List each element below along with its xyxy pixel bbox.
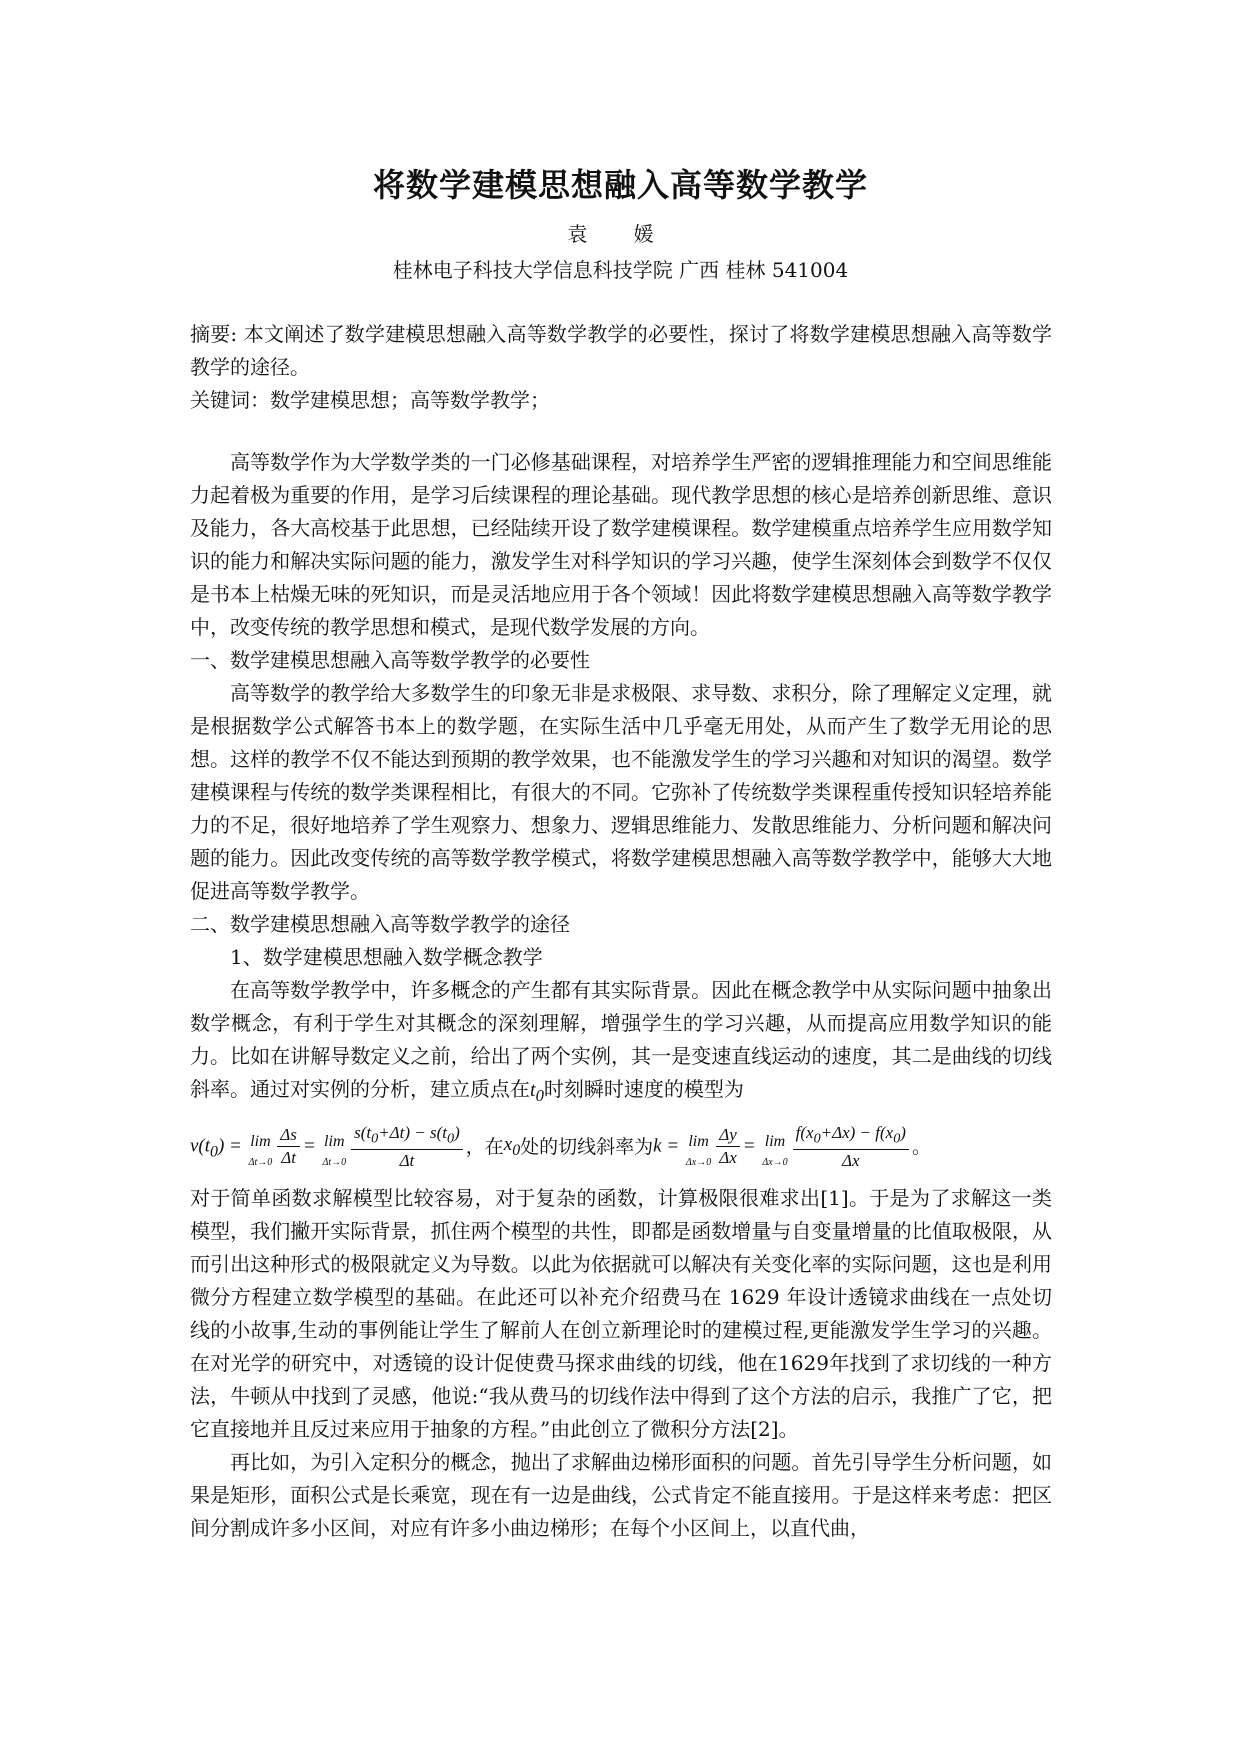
abstract-block [190,318,1052,417]
x0-symbol: $x_0$ [503,1133,521,1159]
section2-paragraph1-tail: 时刻瞬时速度的模型为 [543,1077,744,1101]
x0-letter: x [503,1133,513,1155]
t0-letter: t [530,1079,536,1101]
section1-heading: 一、数学建模思想融入高等数学教学的必要性 [190,648,590,672]
derivative-formula-line [190,1112,1052,1182]
formula-mid-text: ，在 [465,1135,504,1158]
section2-paragraph1-text: 在高等数学教学中，许多概念的产生都有其实际背景。因此在概念教学中从实际问题中抽象出数学概念，有利于学生对其概念的深刻理解，增强学生的学习兴趣，从而提高应用数学知识的能力。比如在讲解导数定义之前，给出了两个实例，其一是变速直线运动的速度，其二是曲线的切线斜率。通过对实例的分析，建立质点在 [190,978,1052,1101]
section2-heading: 二、数学建模思想融入高等数学教学的途径 [190,912,570,936]
main-body [190,446,1052,1545]
paper-title: 将数学建模思想融入高等数学教学 [372,166,868,204]
section1-paragraph: 高等数学的教学给大多数学生的印象无非是求极限、求导数、求积分，除了理解定义定理，就是根据数学公式解答书本上的数学题，在实际生活中几乎毫无用处，从而产生了数学无用论的思想。这样的教学不仅不能达到预期的教学效果，也不能激发学生的学习兴趣和对知识的渴望。数学建模课程与传统的数学类课程相比，有很大的不同。它弥补了传统数学类课程重传授知识轻培养能力的不足，很好地培养了学生观察力、想象力、逻辑思维能力、发散思维能力、分析问题和解决问题的能力。因此改变传统的高等数学教学模式，将数学建模思想融入高等数学教学中，能够大大地促进高等数学教学。 [190,681,1052,903]
keywords-text: 关键词：数学建模思想；高等数学教学； [190,388,550,412]
section2-paragraph3: 再比如，为引入定积分的概念，抛出了求解曲边梯形面积的问题。首先引导学生分析问题，如果是矩形，面积公式是长乘宽，现在有一边是曲线，公式肯定不能直接用。于是这样来考虑：把区间分割成许多小区间，对应有许多小曲边梯形；在每个小区间上，以直代曲， [190,1450,1052,1540]
section2-subheading: 1、数学建模思想融入数学概念教学 [230,945,543,969]
slope-formula: k = lim Δx→0 $\frac{\Delta y}{\Delta x}$ = lim Δx→0 $\frac{f(x_0+\Delta x) - f(x_0)}{\Delta x}$ [653,1122,912,1172]
section2-paragraph2: 对于简单函数求解模型比较容易，对于复杂的函数，计算极限很难求出[1]。于是为了求解这一类模型，我们撇开实际背景，抓住两个模型的共性，即都是函数增量与自变量增量的比值取极限，从而引出这种形式的极限就定义为导数。以此为依据就可以解决有关变化率的实际问题，这也是利用微分方程建立数学模型的基础。在此还可以补充介绍费马在 1629 年设计透镜求曲线在一点处切线的小故事,生动的事例能让学生了解前人在创立新理论时的建模过程,更能激发学生学习的兴趣。在对光学的研究中，对透镜的设计促使费马探求曲线的切线，他在1629年找到了求切线的一种方法，牛顿从中找到了灵感，他说:“我从费马的切线作法中得到了这个方法的启示，我推广了它，把它直接地并且反过来应用于抽象的方程。”由此创立了微积分方法[2]。 [190,1186,1052,1441]
affiliation: 桂林电子科技大学信息科技学院 广西 桂林 541004 [392,258,849,282]
abstract-text: 摘要: 本文阐述了数学建模思想融入高等数学教学的必要性，探讨了将数学建模思想融入高等数学教学的途径。 [190,322,1052,379]
section2-paragraph1 [190,974,1052,1112]
t0-subscript: 0 [535,1086,544,1105]
velocity-formula: $v(t_0)$ = lim Δt→0 $\frac{\Delta s}{\Delta t}$ = lim Δt→0 $\frac{s(t_0+\Delta t) - s(t_0)}{\Delta t}$ [190,1122,466,1172]
author-name: 袁 媛 [567,222,674,246]
formula-end-text: 。 [911,1135,931,1158]
formula-mid2-text: 处的切线斜率为 [520,1135,654,1158]
t0-symbol [530,1079,544,1105]
intro-paragraph: 高等数学作为大学数学类的一门必修基础课程，对培养学生严密的逻辑推理能力和空间思维能力起着极为重要的作用，是学习后续课程的理论基础。现代教学思想的核心是培养创新思维、意识及能力，各大高校基于此思想，已经陆续开设了数学建模课程。数学建模重点培养学生应用数学知识的能力和解决实际问题的能力，激发学生对科学知识的学习兴趣，使学生深刻体会到数学不仅仅是书本上枯燥无味的死知识，而是灵活地应用于各个领域！因此将数学建模思想融入高等数学教学中，改变传统的教学思想和模式，是现代数学发展的方向。 [190,450,1052,639]
